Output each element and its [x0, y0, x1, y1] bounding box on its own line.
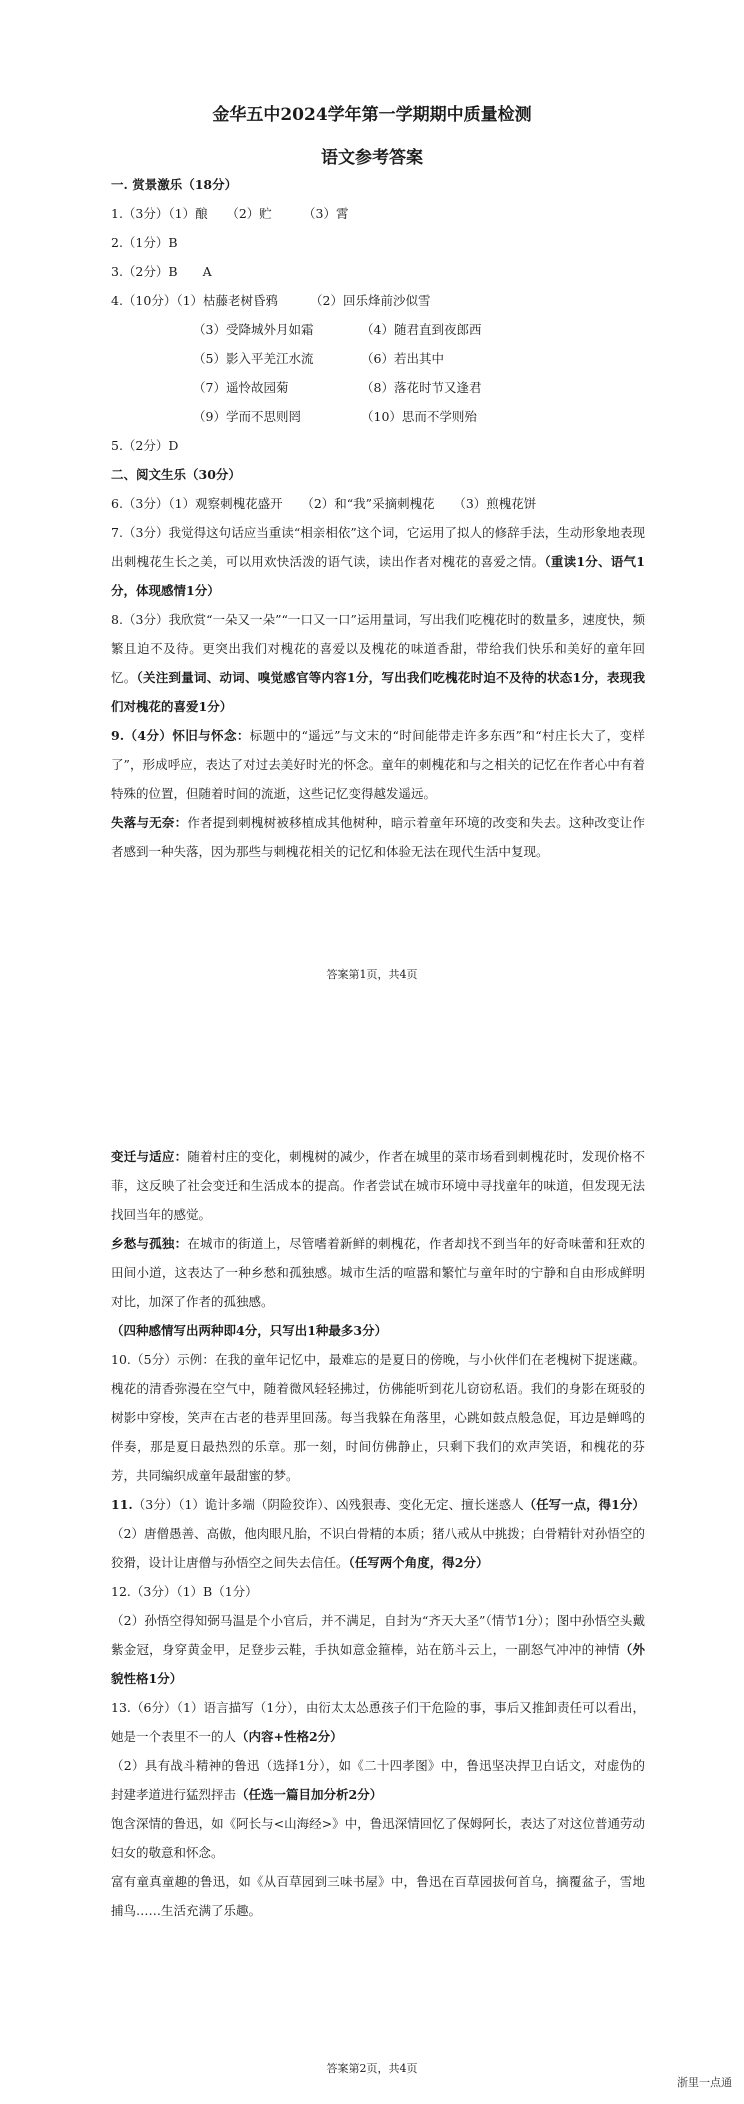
answer-q1: 1.（3分）（1）酿 （2）贮 （3）霄 [111, 206, 349, 221]
answer-subtitle: 语文参考答案 [321, 148, 423, 168]
section-1-heading: 一. 赏景激乐（18分） [111, 177, 238, 192]
answer-q13-3: 饱含深情的鲁迅，如《阿长与<山海经>》中，鲁迅深情回忆了保姆阿长，表达了对这位普通劳动妇女的敬意和怀念。 [111, 1816, 645, 1860]
answer-q9: 9.（4分）怀旧与怀念：标题中的“遥远”与文末的“时间能带走许多东西”和“村庄长大了，变样了”，形成呼应，表达了对过去美好时光的怀念。童年的刺槐花和与之相关的记忆在作者心中有着特殊的位置，但随着时间的流逝，这些记忆变得越发遥远。 [111, 728, 645, 801]
answer-q13-2: （2）具有战斗精神的鲁迅（选择1分），如《二十四孝图》中，鲁迅坚决捍卫白话文，对虚伪的封建孝道进行猛烈抨击（任选一篇目加分析2分） [111, 1758, 645, 1802]
q8-scoring: （关注到量词、动词、嗅觉感官等内容1分，写出我们吃槐花时迫不及待的状态1分，表现我们对槐花的喜爱1分） [111, 670, 645, 714]
answer-loss: 失落与无奈：作者提到刺槐树被移植成其他树种，暗示着童年环境的改变和失去。这种改变让作者感到一种失落，因为那些与刺槐花相关的记忆和体验无法在现代生活中复现。 [111, 815, 645, 859]
answer-q10: 10.（5分）示例：在我的童年记忆中，最难忘的是夏日的傍晚，与小伙伴们在老槐树下捉迷藏。槐花的清香弥漫在空气中，随着微风轻轻拂过，仿佛能听到花儿窃窃私语。我们的身影在斑驳的树影中穿梭，笑声在古老的巷弄里回荡。每当我躲在角落里，心跳如鼓点般急促，耳边是蝉鸣的伴奏，那是夏日最热烈的乐章。那一刻，时间仿佛静止，只剩下我们的欢声笑语，和槐花的芬芳，共同编织成童年最甜蜜的梦。 [111, 1352, 645, 1483]
change-heading: 变迁与适应： [111, 1149, 188, 1164]
answer-homesick: 乡愁与孤独：在城市的街道上，尽管嗜着新鲜的刺槐花，作者却找不到当年的好奇味蕾和狂欢的田间小道，这表达了一种乡愁和孤独感。城市生活的喧嚣和繁忙与童年时的宁静和自由形成鲜明对比，加深了作者的孤独感。 [111, 1236, 645, 1309]
homesick-heading: 乡愁与孤独： [111, 1236, 188, 1251]
answer-q11: 11.（3分）（1）诡计多端（阴险狡诈）、凶残狠毒、变化无定、擅长迷惑人（任写一点，得1分） [111, 1497, 645, 1512]
q4-item: （10）思而不学则殆 [361, 409, 477, 424]
q4-item: （8）落花时节又逢君 [361, 380, 482, 395]
page1-content [111, 170, 645, 866]
q4-grid [193, 315, 645, 431]
page-footer: 答案第1页，共4页 [326, 968, 418, 981]
answer-q13: 13.（6分）（1）语言描写（1分），由衍太太怂恿孩子们干危险的事，事后又推卸责任可以看出，她是一个表里不一的人（内容+性格2分） [111, 1700, 645, 1744]
q7-scoring: （重读1分、语气1分，体现感情1分） [111, 554, 645, 598]
answer-q13-4: 富有童真童趣的鲁迅，如《从百草园到三味书屋》中，鲁迅在百草园拔何首乌，摘覆盆子，雪地捕鸟……生活充满了乐趣。 [111, 1874, 645, 1918]
section-2-heading: 二、阅文生乐（30分） [111, 467, 241, 482]
answer-q8: 8.（3分）我欣赏“一朵又一朵”“一口又一口”运用量词，写出我们吃槐花时的数量多，速度快，频繁且迫不及待。更突出我们对槐花的喜爱以及槐花的味道香甜，带给我们快乐和美好的童年回忆。（关注到量词、动词、嗅觉感官等内容1分，写出我们吃槐花时迫不及待的状态1分，表现我们对槐花的喜爱1分） [111, 612, 645, 714]
answer-q3: 3.（2分）B A [111, 264, 212, 279]
q4-item: （7）遥怜故园菊 [193, 380, 289, 395]
answer-page-2 [0, 1040, 744, 2104]
answer-change: 变迁与适应：随着村庄的变化，刺槐树的减少，作者在城里的菜市场看到刺槐花时，发现价格不菲，这反映了社会变迁和生活成本的提高。作者尝试在城市环境中寻找童年的味道，但发现无法找回当年的感觉。 [111, 1149, 645, 1222]
q4-first: 4.（10分）（1）枯藤老树昏鸦 [111, 293, 279, 308]
q13-scoring: （内容+性格2分） [236, 1729, 343, 1744]
watermark-text: 浙里一点通 [677, 2076, 732, 2089]
q4-second: （2）回乐烽前沙似雪 [310, 293, 431, 308]
q11-2-scoring: （任写两个角度，得2分） [348, 1555, 489, 1570]
answer-q4-head [111, 286, 645, 315]
q4-item: （6）若出其中 [361, 351, 444, 366]
exam-title: 金华五中2024学年第一学期期中质量检测 [212, 105, 532, 125]
answer-q6: 6.（3分）（1）观察刺槐花盛开 （2）和“我”采摘刺槐花 （3）煎槐花饼 [111, 496, 537, 511]
answer-q11-2: （2）唐僧愚善、高傲，他肉眼凡胎，不识白骨精的本质；猪八戒从中挑拨；白骨精针对孙悟空的狡猾，设计让唐僧与孙悟空之间失去信任。（任写两个角度，得2分） [111, 1526, 645, 1570]
answer-q5: 5.（2分）D [111, 438, 179, 453]
q4-item: （5）影入平羌江水流 [193, 351, 314, 366]
q4-item: （9）学而不思则罔 [193, 409, 301, 424]
q12-2-scoring: （外貌性格1分） [111, 1642, 645, 1686]
answer-q7: 7.（3分）我觉得这句话应当重读“相亲相依”这个词，它运用了拟人的修辞手法，生动形象地表现出刺槐花生长之美，可以用欢快活泼的语气读，读出作者对槐花的喜爱之情。（重读1分、语气1分，体现感情1分） [111, 525, 645, 598]
answer-q12-2: （2）孙悟空得知弼马温是个小官后，并不满足，自封为“齐天大圣”（情节1分）；图中孙悟空头戴紫金冠，身穿黄金甲，足登步云鞋，手执如意金箍棒，站在筋斗云上，一副怒气冲冲的神情（外貌性格1分） [111, 1613, 645, 1686]
emotion-scoring-note: （四种感情写出两种即4分，只写出1种最多3分） [111, 1323, 388, 1338]
page-footer: 答案第2页，共4页 [326, 2062, 418, 2075]
answer-q2: 2.（1分）B [111, 235, 178, 250]
q4-item: （4）随君直到夜郎西 [361, 322, 482, 337]
page2-content [111, 1142, 645, 1925]
q4-item: （3）受降城外月如霜 [193, 322, 314, 337]
q11-scoring: （任写一点，得1分） [523, 1497, 645, 1512]
q13-2-scoring: （任选一篇目加分析2分） [236, 1787, 383, 1802]
answer-q12: 12.（3分）（1）B（1分） [111, 1584, 258, 1599]
loss-heading: 失落与无奈： [111, 815, 188, 830]
q9-heading: 9.（4分）怀旧与怀念： [111, 728, 250, 743]
answer-page-1 [0, 0, 744, 1040]
